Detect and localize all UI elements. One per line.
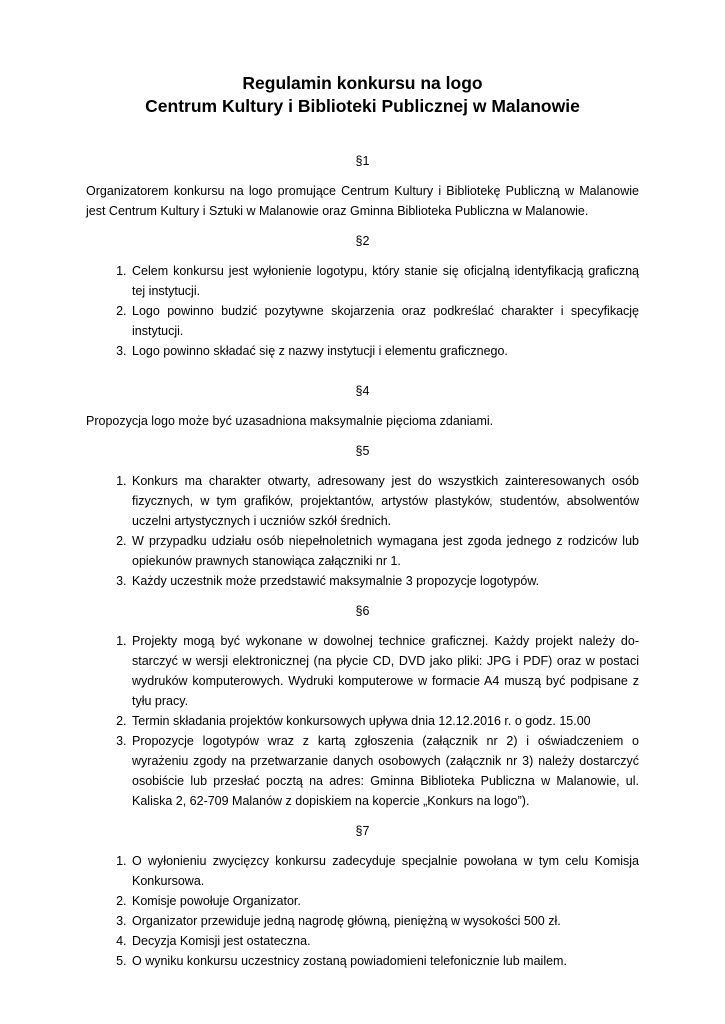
list-item: 1. Konkurs ma charakter otwarty, adresowany jest do wszystkich zainteresowanych osób fizycznych, w tym grafików, projektantów, artystów plastyków, studentów, absolwentów uczelni artystycznych i uczniów szkół średnich. [130, 471, 639, 531]
list-item: 2. Komisje powołuje Organizator. [130, 891, 639, 911]
list-item: 3. Logo powinno składać się z nazwy instytucji i elementu graficznego. [130, 341, 639, 361]
section-mark-1: §1 [355, 154, 370, 168]
list-item: 2. W przypadku udziału osób niepełnoletnich wymagana jest zgoda jednego z rodziców lub opiekunów prawnych stanowiąca załączniki nr 1. [130, 531, 639, 571]
section-7-list [86, 851, 639, 971]
section-mark-6: §6 [355, 604, 370, 618]
section-mark-7: §7 [355, 824, 370, 838]
list-item: 1. O wyłonieniu zwycięzcy konkursu zadecyduje specjalnie powołana w tym celu Komisja Konkursowa. [130, 851, 639, 891]
section-mark-2: §2 [355, 234, 370, 248]
section-6-list [86, 631, 639, 811]
list-item: 1. Projekty mogą być wykonane w dowolnej technice graficznej. Każdy projekt należy do-starczyć w wersji elektronicznej (na płycie CD, DVD jako pliki: JPG i PDF) oraz w postaci wydruków komputerowych. Wydruki komputerowe w formacie A4 muszą być podpisane z tyłu pracy. [130, 631, 639, 711]
list-item: 3. Organizator przewiduje jedną nagrodę główną, pieniężną w wysokości 500 zł. [130, 911, 639, 931]
list-item: 2. Termin składania projektów konkursowych upływa dnia 12.12.2016 r. o godz. 15.00 [130, 711, 639, 731]
list-item: 4. Decyzja Komisji jest ostateczna. [130, 931, 639, 951]
list-item: 3. Każdy uczestnik może przedstawić maksymalnie 3 propozycje logotypów. [130, 571, 639, 591]
section-1-paragraph: Organizatorem konkursu na logo promujące Centrum Kultury i Bibliotekę Publiczną w Malanowie jest Centrum Kultury i Sztuki w Malanowie oraz Gminna Biblioteka Publiczna w Malanowie. [86, 184, 639, 218]
document-title [86, 72, 639, 118]
section-mark-4: §4 [355, 384, 370, 398]
list-item: 2. Logo powinno budzić pozytywne skojarzenia oraz podkreślać charakter i specyfikację instytucji. [130, 301, 639, 341]
section-4-paragraph: Propozycja logo może być uzasadniona maksymalnie pięcioma zdaniami. [86, 414, 494, 428]
list-item: 3. Propozycje logotypów wraz z kartą zgłoszenia (załącznik nr 2) i oświadczeniem o wyrażeniu zgody na przetwarzanie danych osobowych (załącznik nr 3) należy dostarczyć osobiście lub przesłać pocztą na adres: Gminna Biblioteka Publiczna w Malanowie, ul. Kaliska 2, 62-709 Malanów z dopiskiem na kopercie „Konkurs na logo”). [130, 731, 639, 811]
section-5-list [86, 471, 639, 591]
section-2-list [86, 261, 639, 361]
title-line-2: Centrum Kultury i Biblioteki Publicznej w Malanowie [145, 96, 580, 116]
title-line-1: Regulamin konkursu na logo [242, 73, 483, 93]
list-item: 5. O wyniku konkursu uczestnicy zostaną powiadomieni telefonicznie lub mailem. [130, 951, 639, 971]
list-item: 1. Celem konkursu jest wyłonienie logotypu, który stanie się oficjalną identyfikacją graficzną tej instytucji. [130, 261, 639, 301]
section-mark-5: §5 [355, 444, 370, 458]
